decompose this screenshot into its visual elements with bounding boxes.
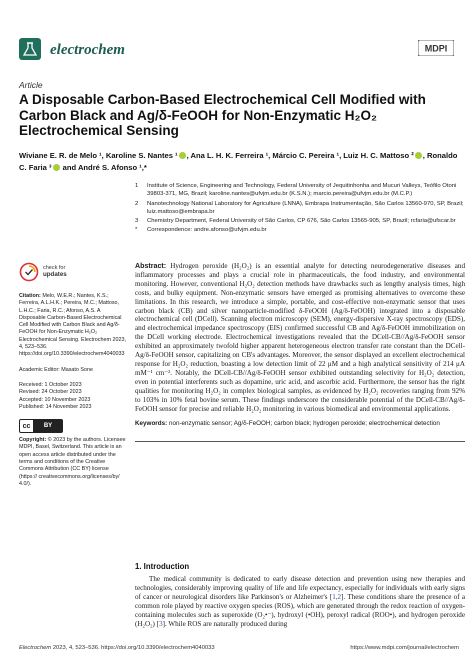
affiliation-text: Nanotechnology National Laboratory for Agriculture (LNNA), Embrapa Instrumentação, São Carlos 13560-970, SP, Brazil; luiz.mattoso@embrapa.br <box>147 200 464 215</box>
check-updates-icon <box>19 262 39 282</box>
section-divider <box>135 441 465 442</box>
keywords <box>135 420 465 428</box>
affiliation-number: * <box>135 227 138 234</box>
footer-journal-url[interactable]: https://www.mdpi.com/journal/electrochem <box>350 645 459 651</box>
citation-link[interactable]: 1,2 <box>332 592 342 601</box>
copyright-text: © 2023 by the authors. Licensee MDPI, Basel, Switzerland. This article is an open access article distributed under the terms and conditions of the Creative Commons Attribution (CC BY) license (https:// creativecommons.org/licenses/by/ 4.0/). <box>19 437 126 487</box>
mdpi-logo <box>418 40 454 56</box>
sidebar <box>19 262 127 496</box>
copyright-label: Copyright: <box>19 437 47 444</box>
svg-text:MDPI: MDPI <box>424 43 448 54</box>
affiliation-text: Institute of Science, Engineering and Technology, Federal University of Jequitinhonha and Mucuri Valleys, Teófilo Otoni 39803-371, MG, Brazil; karoline.nantes@ufvjm.edu.br (K.S.N.); marcio.pereira@ufvjm.edu.br (M.C.P.) <box>147 183 457 198</box>
revised-date: Revised: 24 October 2023 <box>19 389 82 396</box>
affiliation-number: 3 <box>135 218 139 225</box>
journal-name: electrochem <box>50 42 125 58</box>
article-type: Article <box>19 80 43 90</box>
academic-editor: Academic Editor: Masato Sone <box>19 366 94 373</box>
intro-text-a: The medical community is dedicated to early disease detection and prevention using new therapies and technologies, considerably improving quality of life and life expectancy, especially for individuals with early signs of cancer or neurological disorders like Parkinson's or Alzheimer's [ <box>135 575 465 601</box>
main-column <box>135 262 465 442</box>
citation-block <box>19 293 127 359</box>
keywords-label: Keywords: <box>135 420 168 428</box>
check-updates-bottom: updates <box>43 271 67 278</box>
dates-block <box>19 382 127 411</box>
affiliation-3 <box>135 217 465 225</box>
footer-citation <box>19 645 215 651</box>
citation-text: Melo, W.E.R.; Nantes, K.S.; Ferreira, A.L.H.K.; Pereira, M.C.; Mattoso, L.H.C.; Faria, R.C.; Afonso, A.S. A Disposable Carbon-Based Electrochemical Cell Modified with Carbon Black and Ag/δ-FeOOH for Non-Enzymatic H₂O₂ Electrochemical Sensing. Electrochem 2023, 4, 523–536. https://doi.org/10.3390/electrochem4040033 <box>19 293 126 358</box>
author-list: Wiviane E. R. de Melo ¹, Karoline S. Nantes ¹ , Ana L. H. K. Ferreira ¹, Márcio C. Pereira ¹, Luiz H. C. Mattoso ² , Ronaldo C. Faria ³ and André S. Afonso ¹,* <box>19 151 458 172</box>
affiliations <box>135 182 465 236</box>
published-date: Published: 14 November 2023 <box>19 403 92 410</box>
journal-header <box>0 0 474 56</box>
keywords-text: non-enzymatic sensor; Ag/δ-FeOOH; carbon black; hydrogen peroxide; electrochemical detection <box>168 420 440 428</box>
page-footer <box>19 645 459 651</box>
intro-text-c: ]. While ROS are naturally produced during <box>162 619 288 628</box>
abstract-text: Hydrogen peroxide (H₂O₂) is an essential analyte for detecting neurodegenerative diseases and inflammatory processes and plays a crucial role in pharmaceuticals, the food industry, and environmental monitoring. However, conventional H₂O₂ detection methods have drawbacks such as lengthy analysis times, high costs, and bulky equipment. Non-enzymatic sensors have emerged as promising alternatives to overcome these limitations. In this research, we introduce a simple, portable, and cost-effective non-enzymatic sensor that uses carbon black (CB) and silver nanoparticle-modified δ-FeOOH (Ag/δ-FeOOH) integrated into a disposable electrochemical cell (DCell). Scanning electron microscopy (SEM), energy-dispersive X-ray spectroscopy (EDS), and electrochemical impedance spectroscopy (EIS) confirmed successful CB and Ag/δ-FeOOH immobilization on the DCell working electrode. Electrochemical investigations revealed that the DCell-CB//Ag/δ-FeOOH sensor exhibited an approximately twofold higher apparent heterogeneous electron transfer rate constant than the DCell-Ag/δ-FeOOH sensor, capitalizing on CB's advantages. Moreover, the sensor displayed an excellent electrochemical response for H₂O₂ reduction, boasting a low detection limit of 22 μM and a high analytical sensitivity of 214 μA mM⁻¹ cm⁻². Notably, the DCell-CB//Ag/δ-FeOOH sensor exhibited outstanding selectivity for H₂O₂ detection, even in potential interferents such as dopamine, uric acid, and ascorbic acid. Furthermore, the sensor has the right qualities for monitoring H₂O₂ in complex biological samples, as evidenced by H₂O₂ recoveries ranging from 92% to 103% in 10% fetal bovine serum. These findings underscore the considerable potential of the DCell-CB//Ag/δ-FeOOH sensor for precise and reliable H₂O₂ monitoring in various biomedical and environmental applications. <box>135 262 465 413</box>
editor-block <box>19 367 127 374</box>
check-updates-top: check for <box>43 265 66 272</box>
affiliation-number: 1 <box>135 183 139 189</box>
affiliation-1 <box>135 182 465 199</box>
cc-icon: cc <box>20 420 34 432</box>
check-for-updates-button[interactable] <box>19 262 127 282</box>
affiliation-number: 2 <box>135 200 139 207</box>
section-heading-introduction: 1. Introduction <box>135 562 190 571</box>
accepted-date: Accepted: 10 November 2023 <box>19 396 91 403</box>
copyright-block <box>19 437 127 488</box>
footer-doi[interactable]: 2023, 4, 523–536. https://doi.org/10.3390/electrochem4040033 <box>51 645 215 651</box>
correspondence-email[interactable]: Correspondence: andre.afonso@ufvjm.edu.br <box>147 227 267 234</box>
correspondence <box>135 226 465 234</box>
footer-journal: Electrochem <box>19 645 52 651</box>
citation-label: Citation: <box>19 293 41 299</box>
orcid-icon[interactable] <box>415 152 422 159</box>
affiliation-text: Chemistry Department, Federal University of São Carlos, CP 676, São Carlos 13565-905, SP, Brazil; rcfaria@ufscar.br <box>147 218 456 225</box>
flask-icon <box>19 38 41 60</box>
abstract <box>135 262 465 413</box>
affiliation-2 <box>135 200 465 217</box>
introduction-paragraph <box>135 575 465 628</box>
article-title: A Disposable Carbon-Based Electrochemical Cell Modified with Carbon Black and Ag/δ-FeOOH for Non-Enzymatic H₂O₂ Electrochemical Sensing <box>19 92 426 138</box>
citation-link[interactable]: 3 <box>159 619 163 628</box>
abstract-label: Abstract: <box>135 262 167 270</box>
cc-by-license-badge[interactable] <box>19 419 63 433</box>
orcid-icon[interactable] <box>179 152 186 159</box>
intro-text-b: ]. These conditions share the presence of a common role played by reactive oxygen species (ROS), which are generated through the redox reaction of oxygen-containing molecules such as superoxide (O₂•⁻), hydroxyl (•OH), peroxyl radical (ROO•), and hydrogen peroxide (H₂O₂) [ <box>135 592 465 628</box>
orcid-icon[interactable] <box>53 164 60 171</box>
cc-by-label: BY <box>34 420 62 432</box>
received-date: Received: 1 October 2023 <box>19 381 82 388</box>
